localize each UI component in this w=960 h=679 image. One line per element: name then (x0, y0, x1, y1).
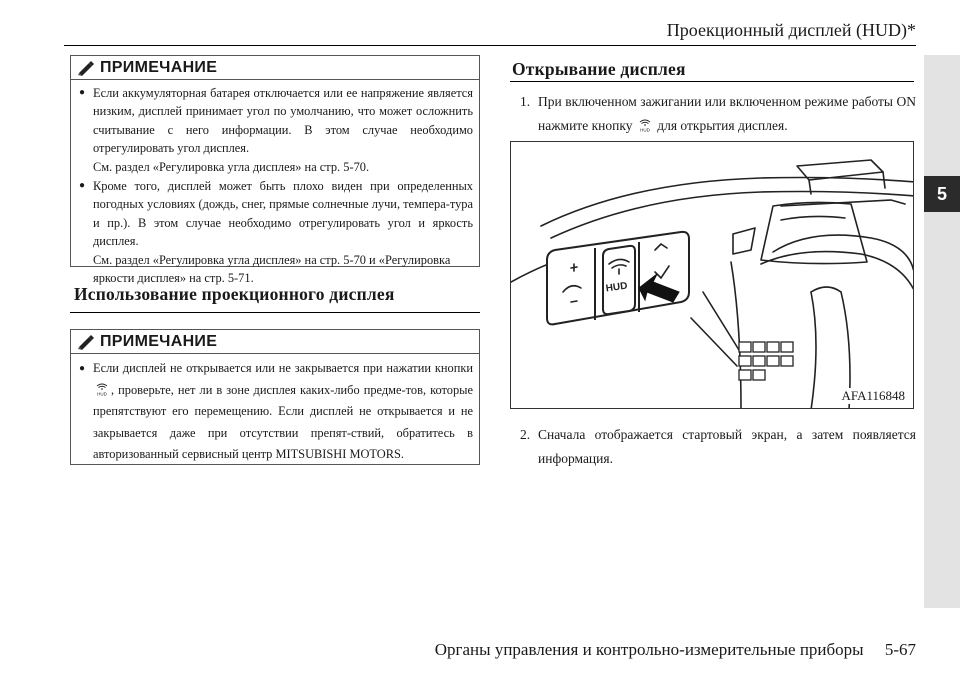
hud-button-icon (638, 118, 652, 132)
section-heading-use: Использование проекционного дисплея (74, 284, 395, 304)
pencil-icon (77, 334, 95, 350)
hud-button-icon (95, 382, 109, 396)
figure-dashboard-hud-button (510, 141, 914, 409)
step-number: 2. (520, 427, 531, 442)
chapter-tab[interactable]: 5 (924, 176, 960, 212)
side-strip (924, 55, 960, 608)
cross-reference[interactable]: См. раздел «Регулировка угла дисплея» на стр. 5-70 и «Регулировка яркости дисплея» на стр. 5-71. (93, 252, 451, 286)
dashboard-illustration (511, 142, 914, 409)
step-2 (520, 423, 916, 471)
section-rule (510, 81, 914, 82)
svg-text:HUD: HUD (639, 127, 650, 132)
note-bullet (79, 84, 473, 176)
note-bullet (79, 358, 473, 466)
note-body (71, 80, 479, 293)
figure-code: AFA116848 (841, 388, 905, 403)
note-box-battery (70, 55, 480, 286)
note-box-obstruction (70, 329, 480, 465)
header-rule (64, 45, 916, 46)
note-title: ПРИМЕЧАНИЕ (100, 332, 218, 350)
cross-reference[interactable]: См. раздел «Регулировка угла дисплея» на стр. 5-70. (93, 159, 370, 174)
page-header-title: Проекционный дисплей (HUD)* (666, 20, 916, 40)
step-number: 1. (520, 94, 531, 109)
pencil-icon (77, 60, 95, 76)
note-header (71, 330, 479, 354)
note-bullet (79, 177, 473, 287)
step-text: При включенном зажигании или включенном режиме работы ON нажмите кнопку (538, 94, 916, 133)
step-1 (520, 90, 916, 138)
hud-label: HUD (605, 280, 629, 295)
section-rule (70, 312, 480, 313)
note-header (71, 56, 479, 80)
note-text: Если дисплей не открывается или не закрывается при нажатии кнопки (93, 361, 473, 375)
note-text: Если аккумуляторная батарея отключается или ее напряжение является низким, дисплей принимает угол по умолчанию, что может осложнить считывание с него информации. В этом случае необходимо отрегулировать угол дисплея. (93, 86, 473, 156)
section-heading-open: Открывание дисплея (512, 59, 686, 79)
note-body (71, 354, 479, 472)
step-text: Сначала отображается стартовый экран, а затем появляется информация. (538, 427, 916, 466)
note-title: ПРИМЕЧАНИЕ (100, 58, 218, 76)
page-footer: Органы управления и контрольно-измерительные приборы 5-67 (434, 640, 916, 659)
step-text: для открытия дисплея. (657, 118, 788, 133)
note-text: Кроме того, дисплей может быть плохо виден при определенных погодных условиях (дождь, снег, прямые солнечные лучи, темпера-тура и пр.). В этом случае необходимо отрегулировать угол и яркость дисплея. (93, 179, 473, 249)
note-text: , проверьте, нет ли в зоне дисплея каких-либо предме-тов, которые препятствуют его перемещению. Если дисплей не открывается и не закрывается даже при отсутствии препят-ствий, обратитесь в авторизованный сервисный центр MITSUBISHI MOTORS. (93, 382, 473, 461)
svg-text:HUD: HUD (97, 391, 107, 396)
